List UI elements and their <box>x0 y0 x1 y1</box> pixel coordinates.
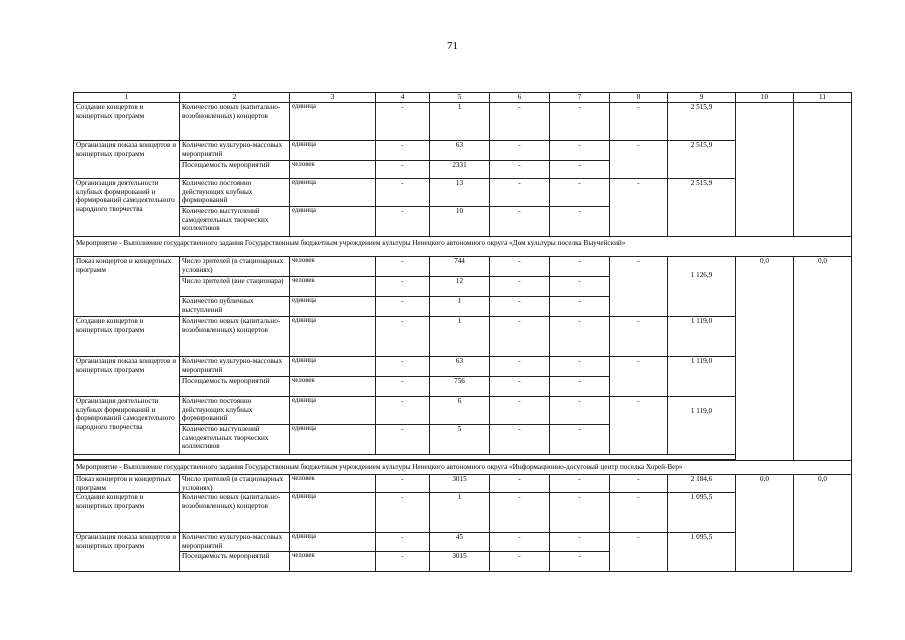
total-cell: 0,0 <box>736 474 794 571</box>
service-name: Показ концертов и концертных программ <box>74 256 180 316</box>
event-row <box>74 236 852 256</box>
dash-cell: - <box>490 474 550 493</box>
dash-cell: - <box>610 493 668 533</box>
dash-cell: - <box>490 140 550 160</box>
dash-cell: - <box>490 424 550 454</box>
indicator-name: Количество новых (капитально-возобновленных) концертов <box>180 102 290 140</box>
dash-cell: - <box>550 316 610 356</box>
unit-cell: человек <box>290 276 376 296</box>
dash-cell: - <box>376 160 430 178</box>
column-number: 10 <box>736 93 794 103</box>
dash-cell: - <box>550 140 610 160</box>
dash-cell: - <box>490 316 550 356</box>
dash-cell: - <box>490 551 550 571</box>
indicator-name: Количество культурно-массовых мероприятий <box>180 140 290 160</box>
dash-cell: - <box>376 474 430 493</box>
indicator-name: Число зрителей (в стационарных условиях) <box>180 256 290 276</box>
unit-cell: человек <box>290 376 376 396</box>
value-cell: 1 <box>430 493 490 533</box>
table-row <box>74 493 852 533</box>
table-row <box>74 102 852 140</box>
column-number: 2 <box>180 93 290 103</box>
value-cell: 63 <box>430 356 490 376</box>
unit-cell: человек <box>290 551 376 571</box>
unit-cell: единица <box>290 178 376 206</box>
column-number: 5 <box>430 93 490 103</box>
indicator-name: Количество культурно-массовых мероприятий <box>180 356 290 376</box>
service-name: Создание концертов и концертных программ <box>74 102 180 140</box>
dash-cell: - <box>550 396 610 424</box>
value-cell: 3015 <box>430 551 490 571</box>
value-cell: 5 <box>430 424 490 454</box>
value-cell: 1 <box>430 102 490 140</box>
column-number: 6 <box>490 93 550 103</box>
value-cell: 3015 <box>430 474 490 493</box>
dash-cell: - <box>376 296 430 316</box>
dash-cell: - <box>610 256 668 316</box>
dash-cell: - <box>610 533 668 572</box>
unit-cell: человек <box>290 160 376 178</box>
column-number: 9 <box>668 93 736 103</box>
dash-cell: - <box>490 256 550 276</box>
dash-cell: - <box>610 474 668 493</box>
dash-cell: - <box>550 256 610 276</box>
dash-cell: - <box>490 376 550 396</box>
unit-cell: человек <box>290 474 376 493</box>
value-cell: 1 <box>430 316 490 356</box>
dash-cell: - <box>610 178 668 236</box>
unit-cell: единица <box>290 102 376 140</box>
value-cell: 744 <box>430 256 490 276</box>
dash-cell: - <box>550 356 610 376</box>
value-cell: 756 <box>430 376 490 396</box>
indicator-name: Количество выступлений самодеятельных творческих коллективов <box>180 424 290 454</box>
empty-cell <box>794 102 852 236</box>
dash-cell: - <box>376 533 430 552</box>
indicator-name: Количество выступлений самодеятельных творческих коллективов <box>180 206 290 236</box>
column-number: 4 <box>376 93 430 103</box>
service-name: Создание концертов и концертных программ <box>74 316 180 356</box>
table-row <box>74 140 852 160</box>
table-row <box>74 474 852 493</box>
unit-cell: единица <box>290 140 376 160</box>
funding-cell: 2 515,9 <box>668 140 736 178</box>
dash-cell: - <box>610 140 668 178</box>
funding-cell: 2 515,9 <box>668 178 736 236</box>
indicator-name: Посещаемость мероприятий <box>180 376 290 396</box>
event-row <box>74 460 852 474</box>
dash-cell: - <box>490 178 550 206</box>
dash-cell: - <box>490 102 550 140</box>
dash-cell: - <box>550 178 610 206</box>
dash-cell: - <box>490 533 550 552</box>
dash-cell: - <box>376 424 430 454</box>
indicator-name: Количество постоянно действующих клубных формирований <box>180 178 290 206</box>
total-cell: 0,0 <box>794 474 852 571</box>
dash-cell: - <box>376 316 430 356</box>
total-cell: 0,0 <box>736 256 794 460</box>
dash-cell: - <box>376 356 430 376</box>
dash-cell: - <box>376 178 430 206</box>
value-cell: 1 <box>430 296 490 316</box>
indicator-name: Количество культурно-массовых мероприятий <box>180 533 290 552</box>
page-number: 71 <box>447 40 458 52</box>
dash-cell: - <box>376 140 430 160</box>
unit-cell: единица <box>290 206 376 236</box>
dash-cell: - <box>490 276 550 296</box>
unit-cell: единица <box>290 316 376 356</box>
value-cell: 2331 <box>430 160 490 178</box>
service-name: Показ концертов и концертных программ <box>74 474 180 493</box>
column-number: 8 <box>610 93 668 103</box>
unit-cell: единица <box>290 533 376 552</box>
value-cell: 13 <box>430 178 490 206</box>
dash-cell: - <box>376 396 430 424</box>
dash-cell: - <box>550 206 610 236</box>
column-number-row <box>74 93 852 103</box>
dash-cell: - <box>550 493 610 533</box>
event-title: Мероприятие - Выполнение государственного задания Государственным бюджетным учреждением культуры Ненецкого автономного округа «Дом культуры поселка Выучейский» <box>74 236 852 256</box>
unit-cell: единица <box>290 356 376 376</box>
dash-cell: - <box>490 493 550 533</box>
funding-cell: 1 095,5 <box>668 493 736 533</box>
funding-cell: 1 119,0 <box>668 356 736 396</box>
indicator-name: Количество новых (капитально-возобновленных) концертов <box>180 316 290 356</box>
indicator-name: Количество новых (капитально-возобновленных) концертов <box>180 493 290 533</box>
dash-cell: - <box>376 102 430 140</box>
table-row <box>74 178 852 206</box>
table-row <box>74 256 852 276</box>
funding-cell: 2 184,6 <box>668 474 736 493</box>
service-name: Организация деятельности клубных формирований и формирований самодеятельного народного творчества <box>74 396 180 454</box>
funding-cell: 2 515,9 <box>668 102 736 140</box>
service-name: Организация деятельности клубных формирований и формирований самодеятельного народного творчества <box>74 178 180 236</box>
dash-cell: - <box>490 356 550 376</box>
dash-cell: - <box>610 396 668 454</box>
dash-cell: - <box>550 276 610 296</box>
column-number: 1 <box>74 93 180 103</box>
dash-cell: - <box>610 356 668 396</box>
column-number: 3 <box>290 93 376 103</box>
funding-cell: 1 119,0 <box>668 316 736 356</box>
unit-cell: человек <box>290 256 376 276</box>
service-name: Организация показа концертов и концертных программ <box>74 356 180 396</box>
dash-cell: - <box>550 296 610 316</box>
funding-cell: 1 095,5 <box>668 533 736 572</box>
column-number: 7 <box>550 93 610 103</box>
funding-cell: 1 119,0 <box>668 396 736 454</box>
unit-cell: единица <box>290 396 376 424</box>
table-row <box>74 396 852 424</box>
dash-cell: - <box>376 276 430 296</box>
dash-cell: - <box>550 533 610 552</box>
dash-cell: - <box>550 102 610 140</box>
dash-cell: - <box>610 316 668 356</box>
unit-cell: единица <box>290 296 376 316</box>
dash-cell: - <box>490 206 550 236</box>
dash-cell: - <box>550 551 610 571</box>
indicator-name: Число зрителей (вне стационара) <box>180 276 290 296</box>
dash-cell: - <box>550 424 610 454</box>
funding-cell: 1 126,9 <box>668 256 736 316</box>
dash-cell: - <box>376 256 430 276</box>
indicator-name: Количество постоянно действующих клубных формирований <box>180 396 290 424</box>
indicator-name: Количество публичных выступлений <box>180 296 290 316</box>
column-number: 11 <box>794 93 852 103</box>
empty-cell <box>736 102 794 236</box>
indicator-name: Посещаемость мероприятий <box>180 551 290 571</box>
report-table <box>73 92 852 572</box>
indicator-name: Посещаемость мероприятий <box>180 160 290 178</box>
indicator-name: Число зрителей (в стационарных условиях) <box>180 474 290 493</box>
value-cell: 12 <box>430 276 490 296</box>
dash-cell: - <box>376 206 430 236</box>
dash-cell: - <box>490 396 550 424</box>
value-cell: 10 <box>430 206 490 236</box>
dash-cell: - <box>376 551 430 571</box>
table-row <box>74 533 852 552</box>
dash-cell: - <box>550 376 610 396</box>
dash-cell: - <box>376 376 430 396</box>
dash-cell: - <box>550 474 610 493</box>
unit-cell: единица <box>290 424 376 454</box>
dash-cell: - <box>376 493 430 533</box>
dash-cell: - <box>490 160 550 178</box>
value-cell: 63 <box>430 140 490 160</box>
value-cell: 45 <box>430 533 490 552</box>
value-cell: 6 <box>430 396 490 424</box>
dash-cell: - <box>550 160 610 178</box>
service-name: Создание концертов и концертных программ <box>74 493 180 533</box>
table-row <box>74 316 852 356</box>
unit-cell: единица <box>290 493 376 533</box>
dash-cell: - <box>610 102 668 140</box>
total-cell: 0,0 <box>794 256 852 460</box>
dash-cell: - <box>490 296 550 316</box>
table-row <box>74 356 852 376</box>
service-name: Организация показа концертов и концертных программ <box>74 533 180 572</box>
event-title: Мероприятие - Выполнение государственного задания Государственным бюджетным учреждением культуры Ненецкого автономного округа «Информационно-досуговый центр поселка Хорей-Вер» <box>74 460 852 474</box>
service-name: Организация показа концертов и концертных программ <box>74 140 180 178</box>
